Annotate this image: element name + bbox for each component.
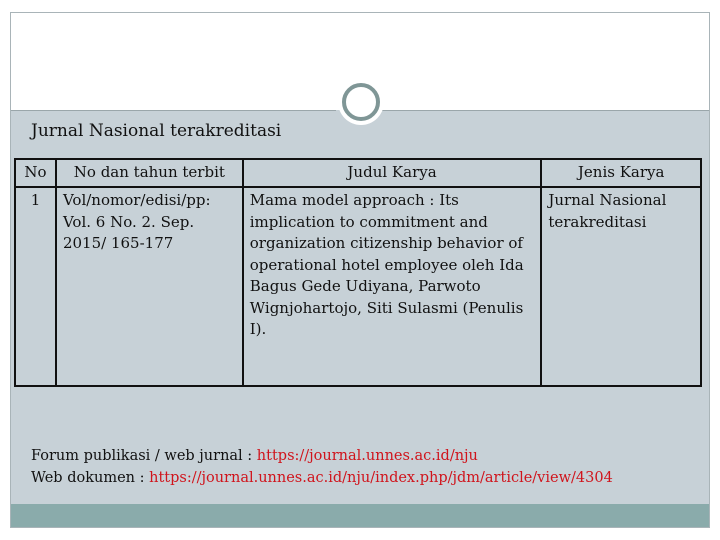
forum-link[interactable]: https://journal.unnes.ac.id/nju — [256, 448, 478, 464]
footer-info — [31, 445, 613, 489]
forum-label: Forum publikasi / web jurnal : — [31, 448, 257, 464]
header-jenis: Jenis Karya — [541, 159, 701, 187]
divider-right — [380, 110, 709, 111]
doc-link[interactable]: https://journal.unnes.ac.id/nju/index.php/jdm/article/view/4304 — [149, 470, 613, 486]
table-header — [15, 159, 701, 187]
slide — [10, 12, 710, 528]
header-terbit: No dan tahun terbit — [56, 159, 243, 187]
cell-judul: Mama model approach : Its implication to commitment and organization citizenship behavior of operational hotel employee oleh Ida Bagus Gede Udiyana, Parwoto Wignjohartojo, Siti Sulasmi (Penulis I). — [243, 187, 542, 386]
table-row — [15, 187, 701, 386]
header-no: No — [15, 159, 56, 187]
divider-left — [11, 110, 336, 111]
doc-label: Web dokumen : — [31, 470, 150, 486]
slide-title: Jurnal Nasional terakreditasi — [31, 121, 282, 141]
cell-jenis: Jurnal Nasional terakreditasi — [541, 187, 701, 386]
karya-table — [14, 158, 702, 387]
circle-ornament-icon — [342, 83, 380, 121]
cell-terbit: Vol/nomor/edisi/pp: Vol. 6 No. 2. Sep. 2015/ 165-177 — [56, 187, 243, 386]
header-judul: Judul Karya — [243, 159, 542, 187]
cell-no: 1 — [15, 187, 56, 386]
bottom-band — [11, 504, 709, 527]
